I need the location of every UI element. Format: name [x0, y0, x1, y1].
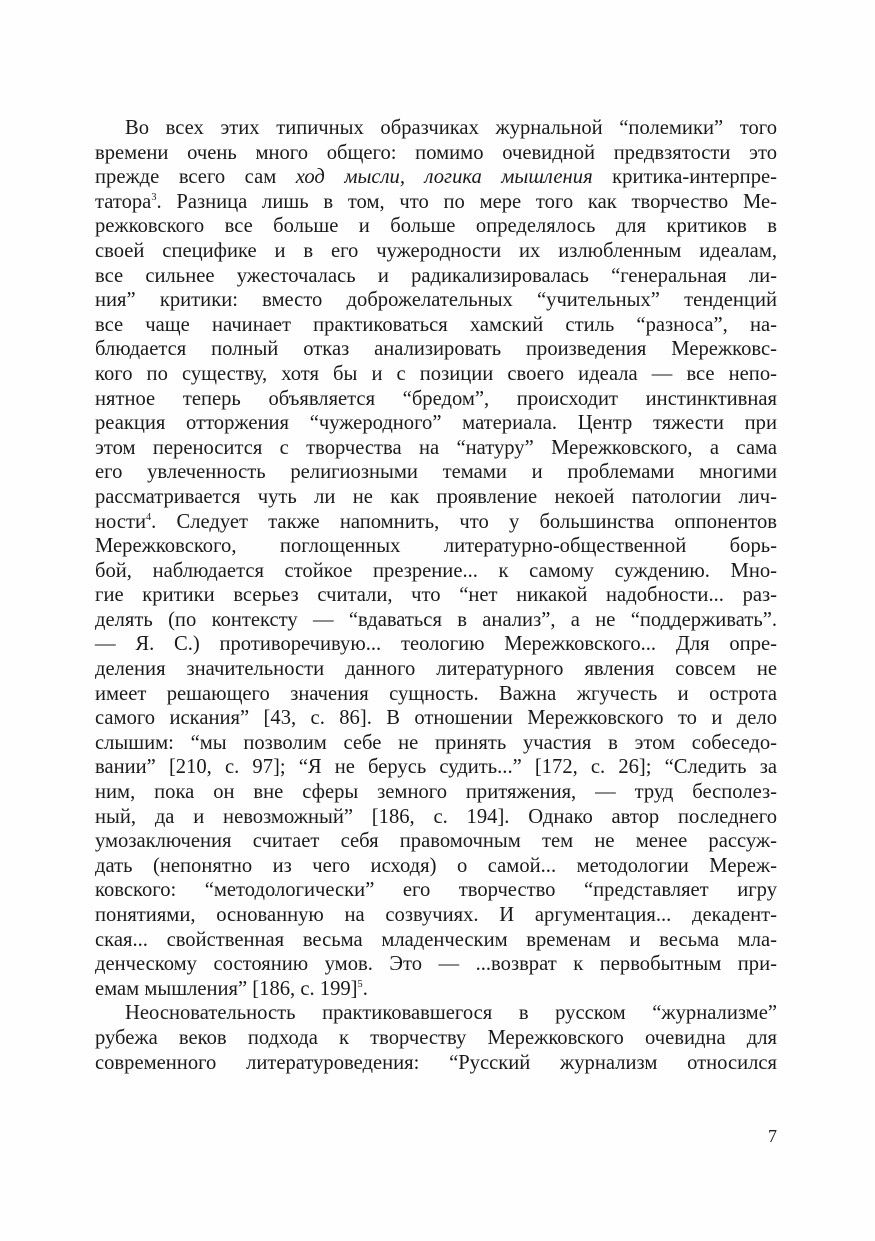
text-segment: Неосновательность практиковавшегося в русском “журнализме”	[125, 1002, 777, 1025]
text-segment: реакция отторжения “чужеродного” материала. Центр тяжести при	[95, 412, 777, 435]
text-line	[95, 559, 777, 584]
text-segment: ный, да и невозможный” [186, с. 194]. Однако автор последнего	[95, 805, 777, 828]
text-line	[95, 288, 777, 313]
text-segment: . Разница лишь в том, что по мере того как творчество Ме-	[156, 190, 777, 213]
text-segment: вании” [210, с. 97]; “Я не берусь судить...” [172, с. 26]; “Следить за	[95, 756, 777, 779]
text-segment: бой, наблюдается стойкое презрение... к самому суждению. Мно-	[95, 559, 777, 582]
text-line	[95, 657, 777, 682]
text-segment: емам мышления” [186, с. 199]	[95, 977, 358, 1000]
text-line	[95, 780, 777, 805]
text-segment: гие критики всерьез считали, что “нет никакой надобности... раз-	[95, 584, 777, 607]
text-line	[95, 214, 777, 239]
text-line	[95, 239, 777, 264]
body-text	[95, 116, 777, 1075]
text-line	[95, 632, 777, 657]
text-segment: самого искания” [43, с. 86]. В отношении Мережковского то и дело	[95, 707, 777, 730]
text-segment: нятное теперь объявляется “бредом”, происходит инстинктивная	[95, 387, 777, 410]
text-line	[95, 608, 777, 633]
text-line	[95, 706, 777, 731]
text-line	[95, 362, 777, 387]
text-segment: татора	[95, 190, 152, 213]
text-line	[95, 485, 777, 510]
text-segment: ним, пока он вне сферы земного притяжения, — труд бесполез-	[95, 781, 777, 804]
text-line	[95, 411, 777, 436]
text-segment: деления значительности данного литературного явления совсем не	[95, 658, 777, 681]
text-line	[95, 682, 777, 707]
text-segment: .	[362, 977, 368, 1000]
text-segment: критика-интерпре-	[592, 166, 777, 189]
text-line	[95, 854, 777, 879]
text-line	[95, 805, 777, 830]
text-segment: умозаключения считает себя правомочным тем не менее рассуж-	[95, 830, 777, 853]
text-segment: ности	[95, 510, 146, 533]
text-segment: режковского все больше и больше определялось для критиков в	[95, 215, 777, 238]
text-line	[95, 116, 777, 141]
text-segment: блюдается полный отказ анализировать произведения Мережковс-	[95, 338, 777, 361]
footnote-ref: 4	[146, 511, 152, 523]
paragraph	[95, 116, 777, 1001]
text-line	[95, 165, 777, 190]
text-line	[95, 952, 777, 977]
text-line	[95, 903, 777, 928]
text-line	[95, 534, 777, 559]
text-line	[95, 460, 777, 485]
text-segment: времени очень много общего: помимо очевидной предвзятости это	[95, 141, 777, 164]
text-segment: все чаще начинает практиковаться хамский стиль “разноса”, на-	[95, 313, 777, 336]
text-line	[95, 190, 777, 215]
text-segment: Мережковского, поглощенных литературно-общественной борь-	[95, 535, 777, 558]
footnote-ref: 3	[151, 191, 157, 203]
text-line	[95, 387, 777, 412]
text-line	[95, 583, 777, 608]
text-segment: имеет решающего значения сущность. Важна жгучесть и острота	[95, 682, 777, 705]
text-line	[95, 313, 777, 338]
text-segment: рассматривается чуть ли не как проявление некоей патологии лич-	[95, 485, 777, 508]
text-line	[95, 337, 777, 362]
text-segment: современного литературоведения: “Русский журнализм относился	[95, 1051, 777, 1074]
text-line	[95, 977, 777, 1002]
text-line	[95, 731, 777, 756]
text-line	[95, 436, 777, 461]
text-segment: делять (по контексту — “вдаваться в анализ”, а не “поддерживать”.	[95, 608, 777, 631]
text-segment: своей специфике и в его чужеродности их излюбленным идеалам,	[95, 239, 777, 262]
text-segment: — Я. С.) противоречивую... теологию Мережковского... Для опре-	[95, 633, 777, 656]
text-line	[95, 264, 777, 289]
text-segment: прежде всего сам	[95, 166, 296, 189]
text-line	[95, 755, 777, 780]
text-line	[95, 141, 777, 166]
text-segment: слышим: “мы позволим себе не принять участия в этом собеседо-	[95, 731, 777, 754]
text-line	[95, 1051, 777, 1076]
footnote-ref: 5	[357, 978, 363, 990]
text-line	[95, 928, 777, 953]
text-segment: этом переносится с творчества на “натуру” Мережковского, а сама	[95, 436, 777, 459]
text-line	[95, 878, 777, 903]
text-segment: денческому состоянию умов. Это — ...возврат к первобытным при-	[95, 953, 777, 976]
text-segment: ния” критики: вместо доброжелательных “учительных” тенденций	[95, 289, 777, 312]
text-segment: все сильнее ужесточалась и радикализировалась “генеральная ли-	[95, 264, 777, 287]
text-segment: ковского: “методологически” его творчество “представляет игру	[95, 879, 777, 902]
text-segment: кого по существу, хотя бы и с позиции своего идеала — все непо-	[95, 362, 777, 385]
text-line	[95, 1001, 777, 1026]
text-segment: понятиями, основанную на созвучиях. И аргументация... декадент-	[95, 904, 777, 926]
text-line	[95, 510, 777, 535]
text-segment: рубежа веков подхода к творчеству Мережковского очевидна для	[95, 1026, 777, 1049]
text-segment: дать (непонятно из чего исходя) о самой... методологии Мереж-	[95, 854, 777, 877]
text-segment: . Следует также напомнить, что у большинства оппонентов	[151, 510, 777, 533]
text-line	[95, 1026, 777, 1051]
text-segment: ская... свойственная весьма младенческим временам и весьма мла-	[95, 928, 777, 951]
text-line	[95, 829, 777, 854]
page-number: 7	[768, 1126, 777, 1146]
paragraph	[95, 1001, 777, 1075]
italic-text: ход мысли, логика мышления	[295, 166, 593, 189]
text-segment: его увлеченность религиозными темами и проблемами многими	[95, 461, 777, 484]
text-segment: Во всех этих типичных образчиках журнальной “полемики” того	[125, 117, 777, 139]
